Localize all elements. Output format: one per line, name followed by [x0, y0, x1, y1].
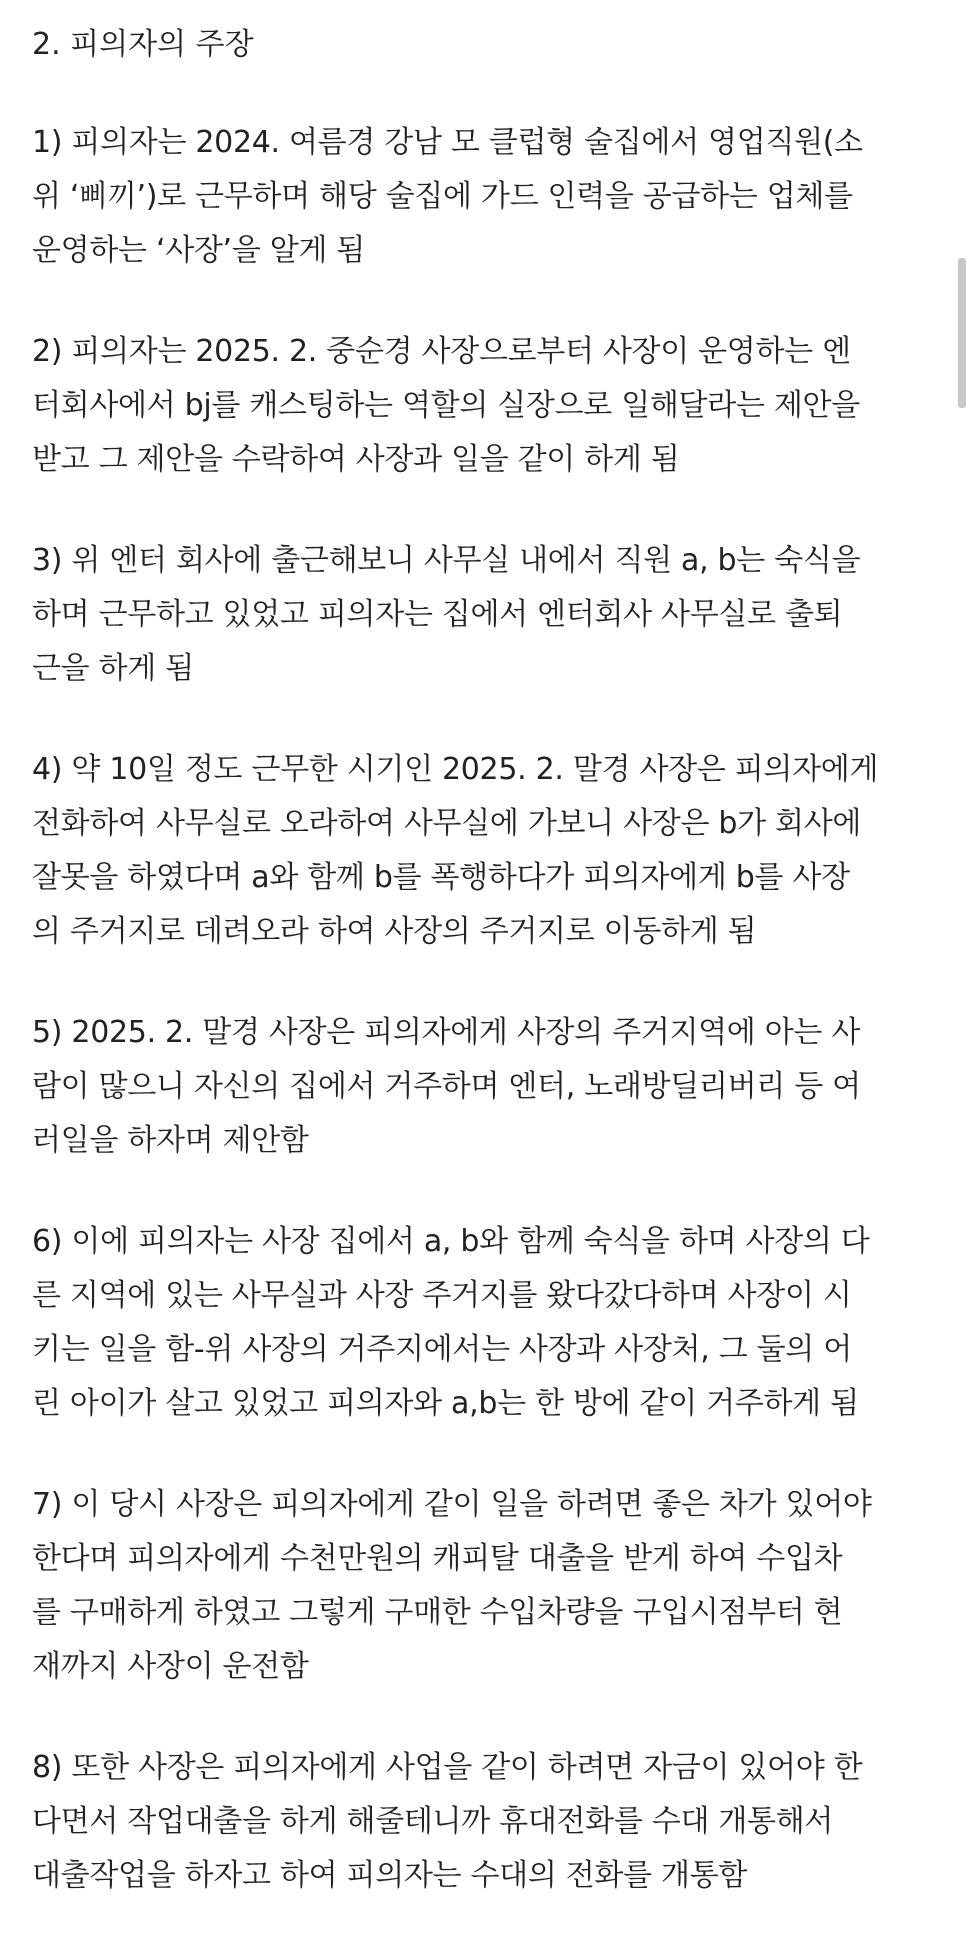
claim-paragraph-2 — [32, 325, 932, 487]
claim-line: 잘못을 하였다며 a와 함께 b를 폭행하다가 피의자에게 b를 사장 — [32, 860, 850, 895]
claim-paragraph-4 — [32, 743, 932, 959]
claim-line: 른 지역에 있는 사무실과 사장 주거지를 왔다갔다하며 사장이 시 — [32, 1278, 852, 1313]
claim-line: 3) 위 엔터 회사에 출근해보니 사무실 내에서 직원 a, b는 숙식을 — [32, 543, 861, 578]
claim-line: 터회사에서 bj를 캐스팅하는 역할의 실장으로 일해달라는 제안을 — [32, 388, 860, 423]
claim-line: 키는 일을 함-위 사장의 거주지에서는 사장과 사장처, 그 둘의 어 — [32, 1332, 852, 1367]
claim-line: 4) 약 10일 정도 근무한 시기인 2025. 2. 말경 사장은 피의자에게 — [32, 752, 879, 787]
claim-line: 하며 근무하고 있었고 피의자는 집에서 엔터회사 사무실로 출퇴 — [32, 597, 843, 632]
claim-line: 8) 또한 사장은 피의자에게 사업을 같이 하려면 자금이 있어야 한 — [32, 1750, 863, 1785]
claim-line: 재까지 사장이 운전함 — [32, 1649, 309, 1684]
document-body — [32, 18, 932, 1950]
claim-paragraph-3 — [32, 534, 932, 696]
claim-line: 람이 많으니 자신의 집에서 거주하며 엔터, 노래방딜리버리 등 여 — [32, 1069, 861, 1104]
claim-line: 5) 2025. 2. 말경 사장은 피의자에게 사장의 주거지역에 아는 사 — [32, 1015, 861, 1050]
claim-paragraph-7 — [32, 1478, 932, 1694]
claim-line: 위 ‘삐끼’)로 근무하며 해당 술집에 가드 인력을 공급하는 업체를 — [32, 179, 853, 214]
claim-line: 러일을 하자며 제안함 — [32, 1123, 309, 1158]
claim-line: 를 구매하게 하였고 그렇게 구매한 수입차량을 구입시점부터 현 — [32, 1595, 843, 1630]
claims-list — [32, 116, 932, 1903]
claim-line: 6) 이에 피의자는 사장 집에서 a, b와 함께 숙식을 하며 사장의 다 — [32, 1224, 870, 1259]
claim-line: 전화하여 사무실로 오라하여 사무실에 가보니 사장은 b가 회사에 — [32, 806, 862, 841]
claim-line: 린 아이가 살고 있었고 피의자와 a,b는 한 방에 같이 거주하게 됨 — [32, 1386, 859, 1421]
claim-line: 근을 하게 됨 — [32, 651, 194, 686]
claim-line: 받고 그 제안을 수락하여 사장과 일을 같이 하게 됨 — [32, 442, 680, 477]
section-heading: 2. 피의자의 주장 — [32, 27, 254, 62]
claim-line: 대출작업을 하자고 하여 피의자는 수대의 전화를 개통함 — [32, 1858, 748, 1893]
scrollbar-thumb[interactable] — [958, 258, 966, 408]
claim-line: 의 주거지로 데려오라 하여 사장의 주거지로 이동하게 됨 — [32, 914, 757, 949]
claim-line: 1) 피의자는 2024. 여름경 강남 모 클럽형 술집에서 영업직원(소 — [32, 125, 863, 160]
claim-paragraph-1 — [32, 116, 932, 278]
claim-paragraph-6 — [32, 1215, 932, 1431]
claim-line: 다면서 작업대출을 하게 해줄테니까 휴대전화를 수대 개통해서 — [32, 1804, 834, 1839]
claim-line: 7) 이 당시 사장은 피의자에게 같이 일을 하려면 좋은 차가 있어야 — [32, 1487, 872, 1522]
claim-line: 한다며 피의자에게 수천만원의 캐피탈 대출을 받게 하여 수입차 — [32, 1541, 843, 1576]
claim-paragraph-5 — [32, 1006, 932, 1168]
claim-paragraph-8 — [32, 1741, 932, 1903]
claim-line: 운영하는 ‘사장’을 알게 됨 — [32, 233, 365, 268]
claim-line: 2) 피의자는 2025. 2. 중순경 사장으로부터 사장이 운영하는 엔 — [32, 334, 851, 369]
